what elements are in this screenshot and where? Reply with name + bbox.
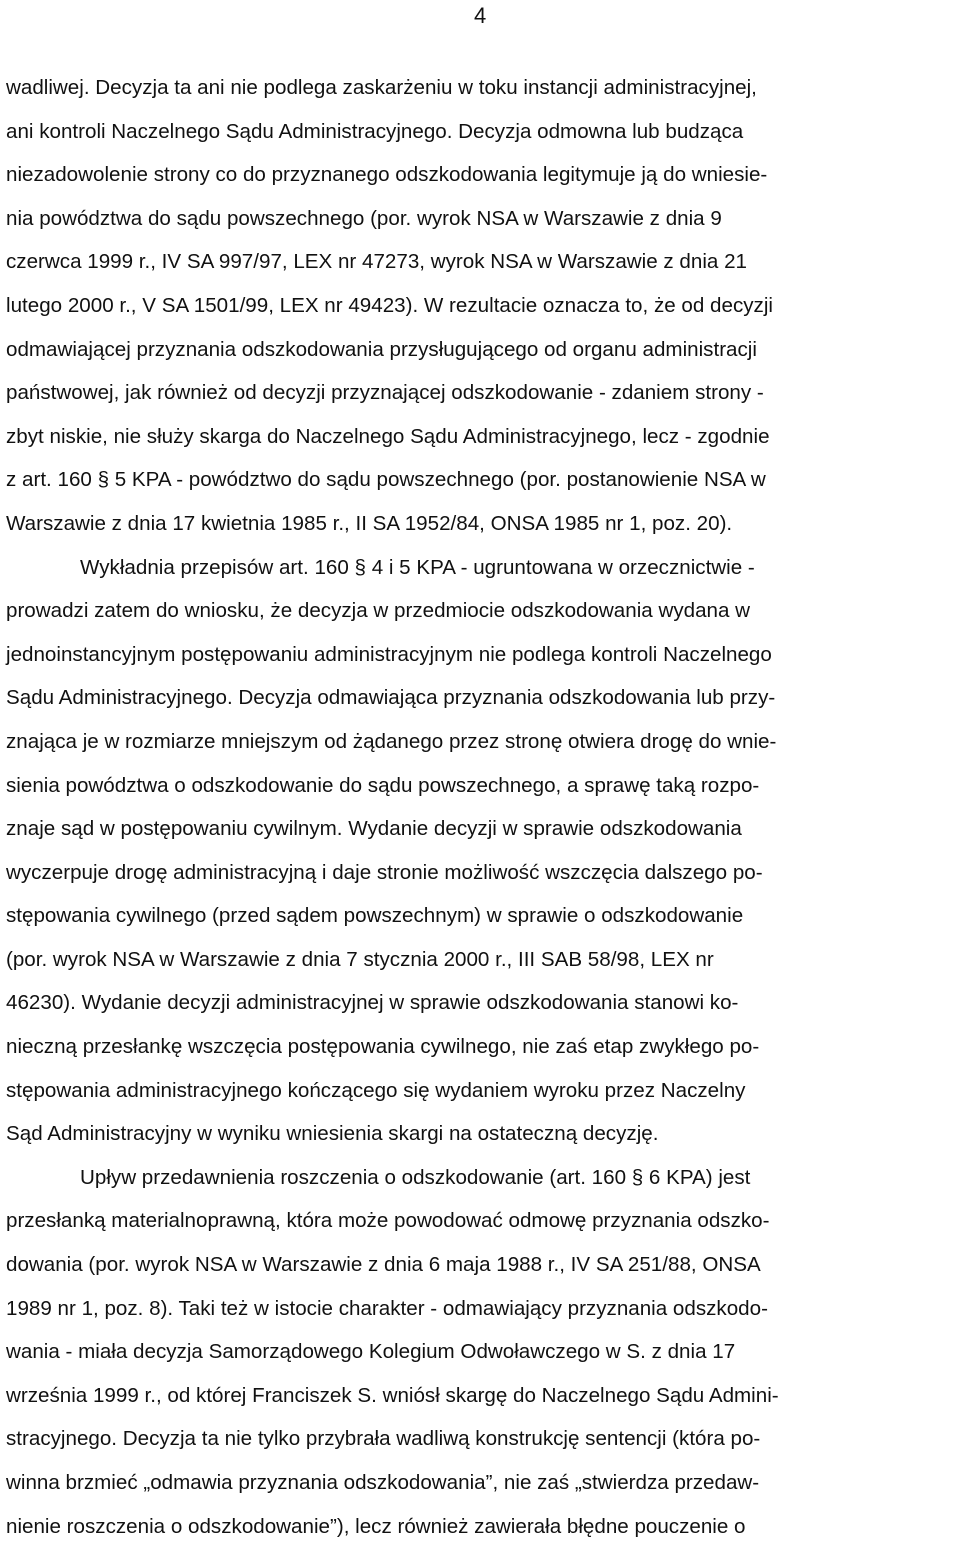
text-line: (por. wyrok NSA w Warszawie z dnia 7 stycznia 2000 r., III SAB 58/98, LEX nr [6,947,714,971]
text-line: państwowej, jak również od decyzji przyznającej odszkodowanie - zdaniem strony - [6,381,764,405]
text-line: stracyjnego. Decyzja ta nie tylko przybrała wadliwą konstrukcję sentencji (która po- [6,1427,761,1451]
text-line: wyczerpuje drogę administracyjną i daje stronie możliwość wszczęcia dalszego po- [6,860,763,884]
text-line: nieczną przesłankę wszczęcia postępowania cywilnego, nie zaś etap zwykłego po- [6,1035,760,1059]
text-line: sienia powództwa o odszkodowanie do sądu powszechnego, a sprawę taką rozpo- [6,773,760,797]
text-line: znaje sąd w postępowaniu cywilnym. Wydanie decyzji w sprawie odszkodowania [6,817,742,841]
text-line: prowadzi zatem do wniosku, że decyzja w przedmiocie odszkodowania wydana w [6,599,751,623]
text-line: września 1999 r., od której Franciszek S. wniósł skargę do Naczelnego Sądu Admini- [6,1383,779,1407]
text-line: dowania (por. wyrok NSA w Warszawie z dnia 6 maja 1988 r., IV SA 251/88, ONSA [6,1253,761,1277]
text-line: czerwca 1999 r., IV SA 997/97, LEX nr 47273, wyrok NSA w Warszawie z dnia 21 [6,250,747,274]
text-line: zbyt niskie, nie służy skarga do Naczelnego Sądu Administracyjnego, lecz - zgodnie [6,424,770,448]
text-line: odmawiającej przyznania odszkodowania przysługującego od organu administracji [6,337,757,361]
text-line: 1989 nr 1, poz. 8). Taki też w istocie charakter - odmawiający przyznania odszkodo- [6,1296,768,1320]
text-line: z art. 160 § 5 KPA - powództwo do sądu powszechnego (por. postanowienie NSA w [6,468,766,492]
text-line: Wykładnia przepisów art. 160 § 4 i 5 KPA - ugruntowana w orzecznictwie - [80,555,755,579]
text-line: wania - miała decyzja Samorządowego Kolegium Odwoławczego w S. z dnia 17 [6,1340,736,1364]
document-body [6,66,954,1548]
page-number: 4 [474,3,487,28]
text-line: nienie roszczenia o odszkodowanie”), lecz również zawierała błędne pouczenie o [6,1514,746,1538]
text-line: lutego 2000 r., V SA 1501/99, LEX nr 49423). W rezultacie oznacza to, że od decyzji [6,293,774,317]
text-line: 46230). Wydanie decyzji administracyjnej w sprawie odszkodowania stanowi ko- [6,991,739,1015]
text-line: Sąd Administracyjny w wyniku wniesienia skargi na ostateczną decyzję. [6,1122,659,1146]
text-line: jednoinstancyjnym postępowaniu administracyjnym nie podlega kontroli Naczelnego [6,642,772,666]
text-line: stępowania administracyjnego kończącego się wydaniem wyroku przez Naczelny [6,1078,746,1102]
text-line: Warszawie z dnia 17 kwietnia 1985 r., II SA 1952/84, ONSA 1985 nr 1, poz. 20). [6,511,733,535]
text-line: winna brzmieć „odmawia przyznania odszkodowania”, nie zaś „stwierdza przedaw- [6,1471,760,1494]
text-line: wadliwej. Decyzja ta ani nie podlega zaskarżeniu w toku instancji administracyjnej, [6,76,757,99]
text-line: Sądu Administracyjnego. Decyzja odmawiająca przyznania odszkodowania lub przy- [6,686,776,710]
text-line: stępowania cywilnego (przed sądem powszechnym) w sprawie o odszkodowanie [6,904,744,928]
text-line: ani kontroli Naczelnego Sądu Administracyjnego. Decyzja odmowna lub budząca [6,119,744,143]
text-line: nia powództwa do sądu powszechnego (por. wyrok NSA w Warszawie z dnia 9 [6,206,722,230]
text-line: niezadowolenie strony co do przyznanego odszkodowania legitymuje ją do wniesie- [6,163,768,187]
text-line: Upływ przedawnienia roszczenia o odszkodowanie (art. 160 § 6 KPA) jest [80,1165,751,1189]
text-line: znająca je w rozmiarze mniejszym od żądanego przez stronę otwiera drogę do wnie- [6,729,777,753]
text-line: przesłanką materialnoprawną, która może powodować odmowę przyznania odszko- [6,1209,770,1233]
